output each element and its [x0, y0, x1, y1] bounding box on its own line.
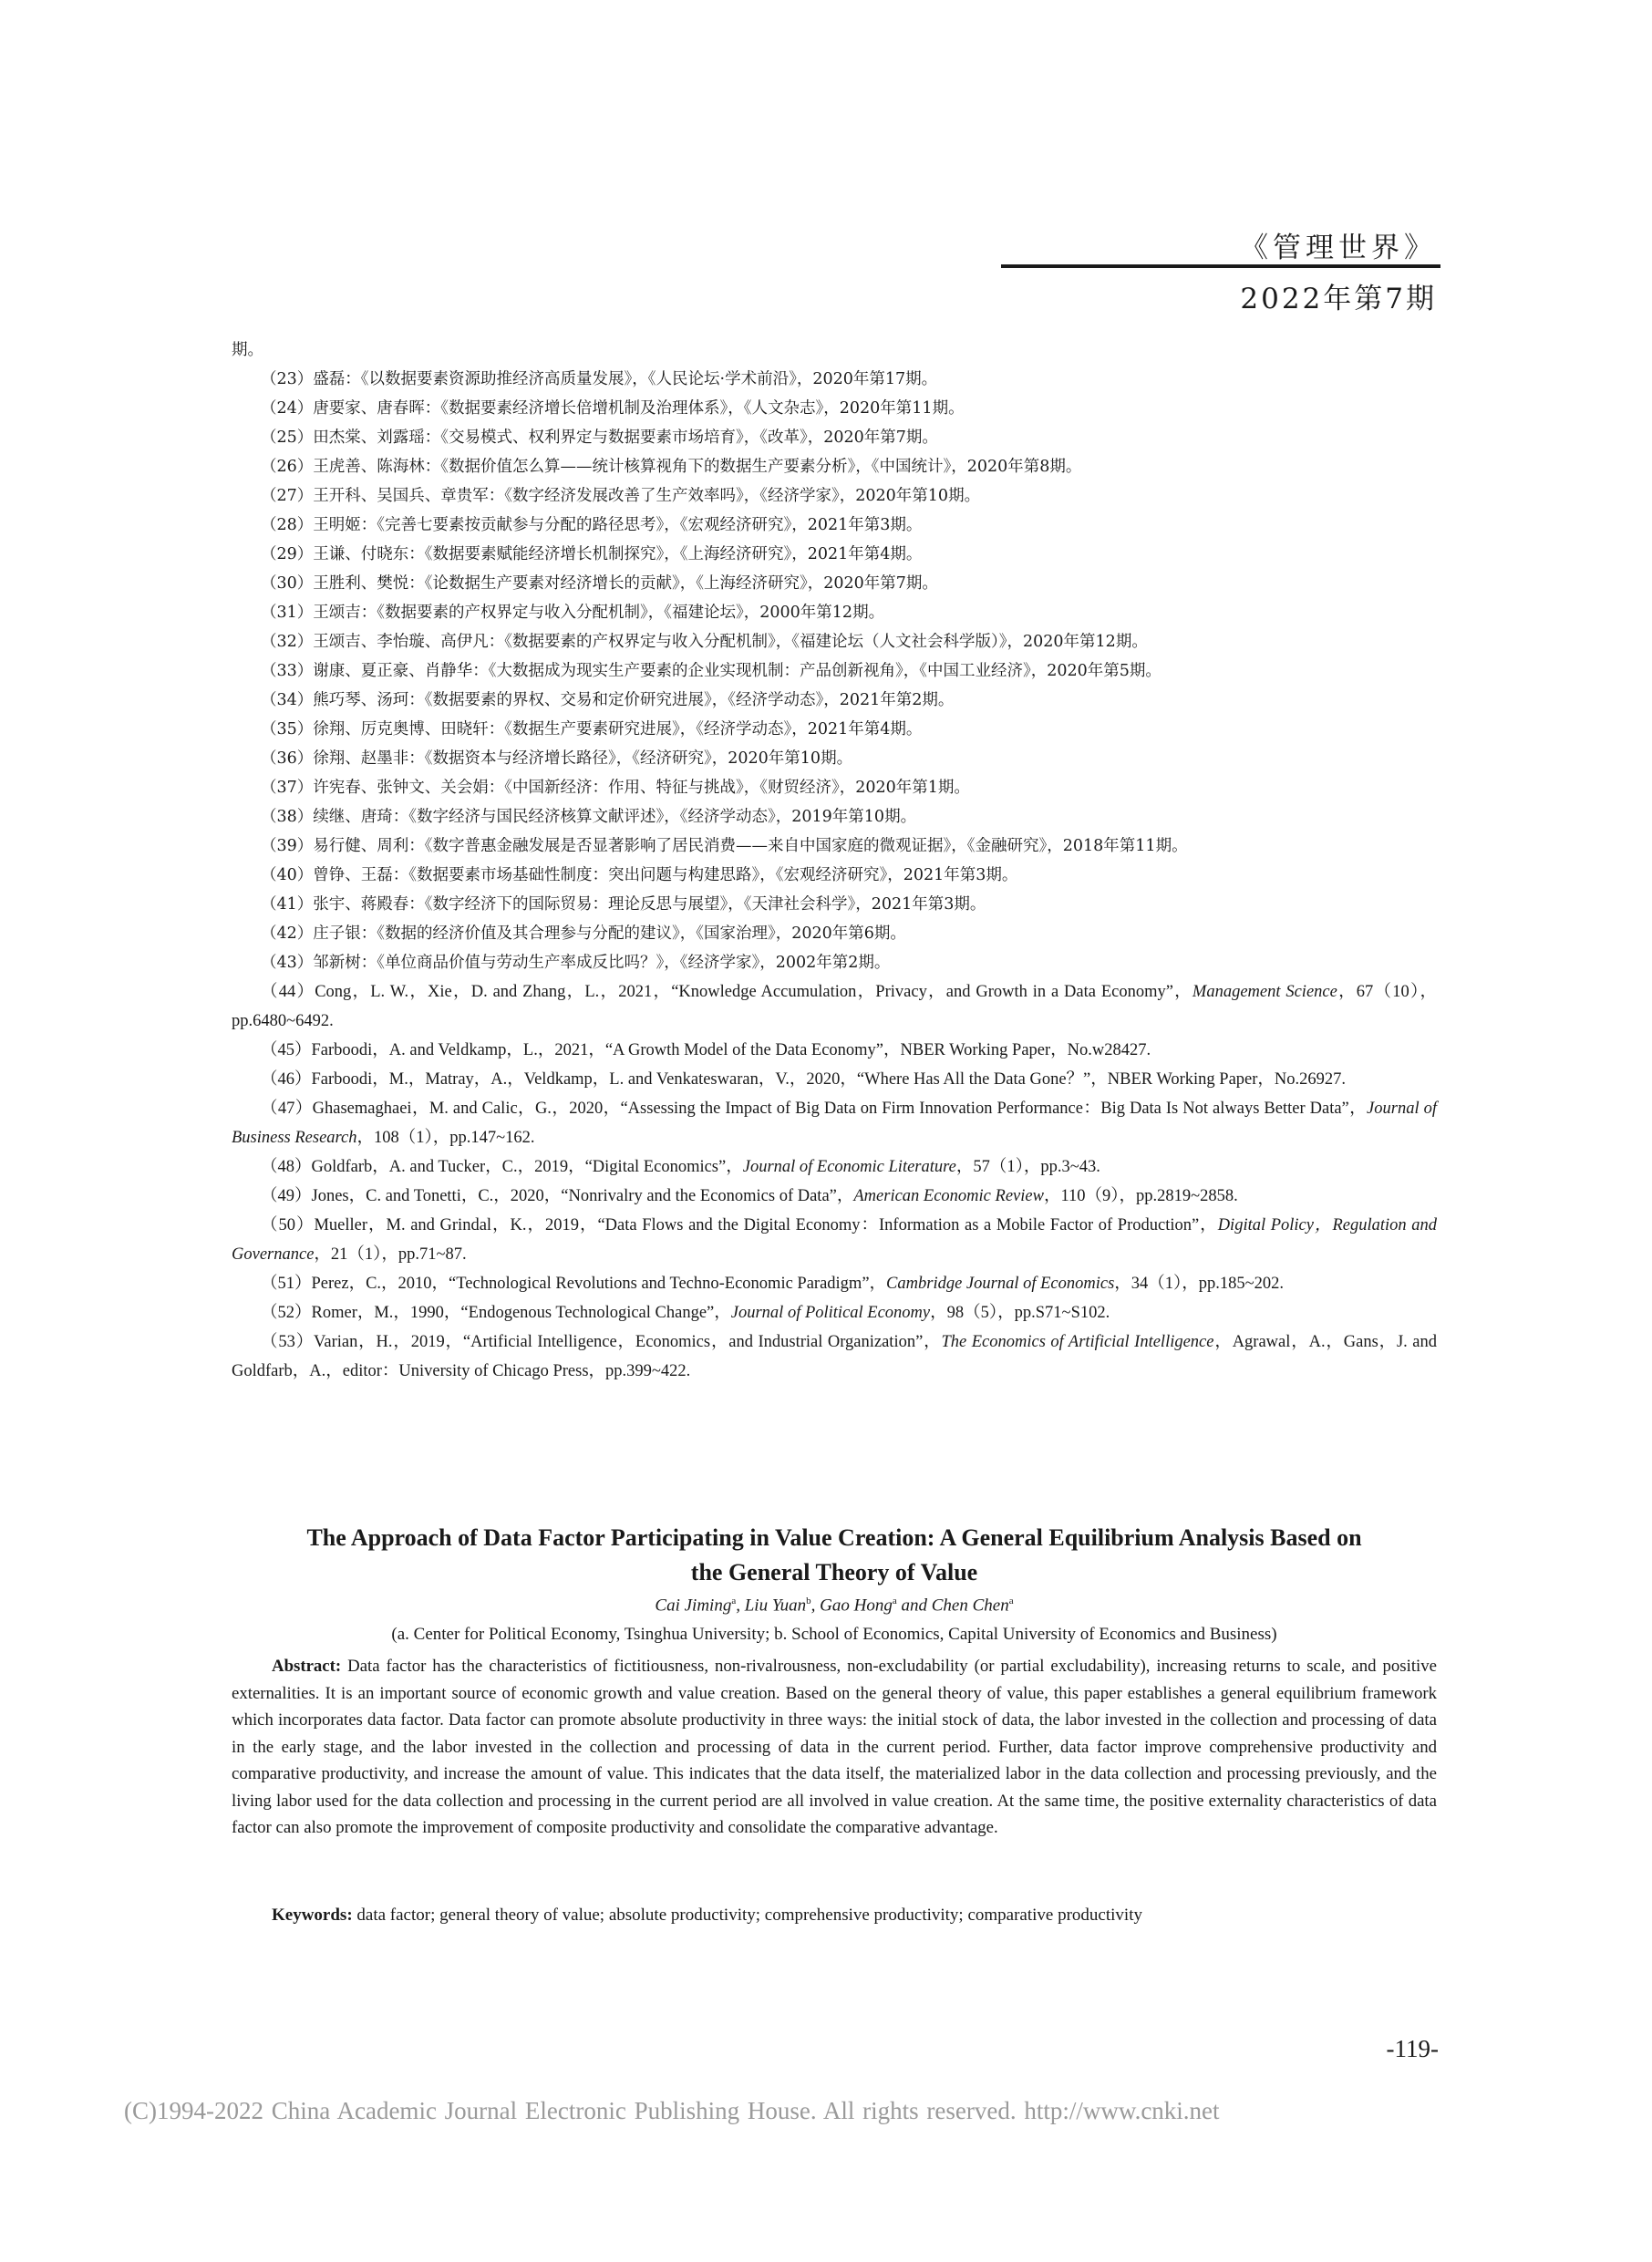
reference-item: （39）易行健、周利：《数字普惠金融发展是否显著影响了居民消费——来自中国家庭的微观证据》，《金融研究》，2018年第11期。: [261, 837, 1188, 855]
page-number: -119-: [1386, 2035, 1439, 2062]
author-name: Liu Yuan: [744, 1596, 807, 1616]
reference-text: （52）Romer，M.，1990，“Endogenous Technological Change”，: [261, 1304, 731, 1322]
reference-text: ，110（9），pp.2819~2858.: [1043, 1187, 1238, 1205]
reference-journal: Digital Policy，Regulation and Governance: [232, 1216, 1438, 1264]
reference-item: （38）续继、唐琦：《数字经济与国民经济核算文献评述》，《经济学动态》，2019年第10期。: [261, 808, 917, 826]
english-title-line-2: the General Theory of Value: [690, 1559, 978, 1585]
reference-item: （27）王开科、吴国兵、章贵军：《数字经济发展改善了生产效率吗》，《经济学家》，2020年第10期。: [261, 487, 981, 505]
abstract: [232, 1653, 1437, 1842]
reference-text: ，21（1），pp.71~87.: [314, 1245, 467, 1264]
reference-item: （34）熊巧琴、汤珂：《数据要素的界权、交易和定价研究进展》，《经济学动态》，2021年第2期。: [261, 691, 955, 709]
reference-text: ，57（1），pp.3~43.: [955, 1158, 1100, 1176]
keywords-label: Keywords:: [272, 1906, 353, 1925]
reference-journal: Journal of Economic Literature: [742, 1158, 956, 1176]
reference-journal: Management Science: [1192, 983, 1337, 1001]
reference-journal: Journal of Business Research: [232, 1100, 1437, 1147]
reference-item: （41）张宇、蒋殿春：《数字经济下的国际贸易：理论反思与展望》，《天津社会科学》，2021年第3期。: [261, 895, 986, 914]
abstract-label: Abstract:: [272, 1657, 342, 1676]
reference-item: [232, 1182, 1437, 1211]
header-rule: [1001, 264, 1440, 268]
author-affiliation-mark: a: [892, 1596, 897, 1606]
reference-item: [232, 1211, 1437, 1269]
reference-item: （24）唐要家、唐春晖：《数据要素经济增长倍增机制及治理体系》，《人文杂志》，2020年第11期。: [261, 399, 965, 418]
reference-item: （32）王颂吉、李怡璇、高伊凡：《数据要素的产权界定与收入分配机制》，《福建论坛（人文社会科学版）》，2020年第12期。: [261, 633, 1148, 651]
author-separator: ,: [736, 1596, 745, 1616]
reference-text: ，108（1），pp.147~162.: [356, 1129, 535, 1147]
keywords-text: data factor; general theory of value; absolute productivity; comprehensive productivity; comparative productivity: [356, 1906, 1142, 1925]
author-separator: and: [896, 1596, 932, 1616]
abstract-text: Data factor has the characteristics of fictitiousness, non-rivalrousness, non-excludability (or partial excludability), increasing returns to scale, and positive externalities. It is an important source of economic growth and value creation. Based on the general theory of value, this paper establishes a general equilibrium framework which incorporates data factor. Data factor can promote absolute productivity in three ways: the initial stock of data, the labor invested in the collection and processing of data in the early stage, and the labor invested in the collection and processing of data in the current period. Further, data factor improve comprehensive productivity and comparative productivity, and increase the amount of value. This indicates that the data itself, the materialized labor in the data collection and processing previously, and the living labor used for the data collection and processing in the current period are all involved in value creation. At the same time, the positive externality characteristics of data factor can also promote the improvement of composite productivity and consolidate the comparative advantage.: [232, 1657, 1437, 1837]
reference-item: [232, 1152, 1437, 1182]
english-title: [232, 1521, 1437, 1590]
reference-item: （35）徐翔、厉克奥博、田晓轩：《数据生产要素研究进展》，《经济学动态》，2021年第4期。: [261, 720, 923, 739]
reference-list: [232, 336, 1437, 1386]
reference-item: （23）盛磊：《以数据要素资源助推经济高质量发展》，《人民论坛·学术前沿》，2020年第17期。: [261, 370, 938, 388]
author-affiliation-mark: b: [806, 1596, 811, 1606]
reference-item: [232, 977, 1437, 1036]
reference-text: ，Agrawal，A.，Gans，J. and Goldfarb，A.，editor：University of Chicago Press，pp.399~422.: [232, 1333, 1437, 1380]
author-affiliation-mark: a: [731, 1596, 737, 1606]
reference-text: （44）Cong，L. W.，Xie，D. and Zhang，L.，2021，“Knowledge Accumulation，Privacy，and Growth in a Data Economy”，: [261, 983, 1193, 1001]
journal-name: 《管理世界》: [1240, 232, 1437, 264]
reference-item: （37）许宪春、张钟文、关会娟：《中国新经济：作用、特征与挑战》，《财贸经济》，2020年第1期。: [261, 779, 970, 797]
author-separator: ,: [811, 1596, 821, 1616]
reference-item: （25）田杰棠、刘露瑶：《交易模式、权利界定与数据要素市场培育》，《改革》，2020年第7期。: [261, 429, 938, 447]
copyright-watermark: (C)1994-2022 China Academic Journal Electronic Publishing House. All rights reserved. http://www.cnki.net: [124, 2097, 1220, 2124]
author-affiliation-mark: a: [1008, 1596, 1014, 1606]
reference-journal: Cambridge Journal of Economics: [886, 1275, 1115, 1293]
author-name: Chen Chen: [931, 1596, 1009, 1616]
author-name: Gao Hong: [820, 1596, 893, 1616]
issue-label: 2022年第7期: [1240, 283, 1437, 315]
reference-text: （51）Perez，C.，2010，“Technological Revolutions and Techno-Economic Paradigm”，: [261, 1275, 887, 1293]
reference-text: （47）Ghasemaghaei，M. and Calic，G.，2020，“Assessing the Impact of Big Data on Firm Innovation Performance：Big Data Is Not always Better Data”，: [261, 1100, 1368, 1118]
reference-item: （30）王胜利、樊悦：《论数据生产要素对经济增长的贡献》，《上海经济研究》，2020年第7期。: [261, 574, 938, 593]
reference-text: （53）Varian，H.，2019，“Artificial Intelligence，Economics，and Industrial Organization”，: [261, 1333, 942, 1351]
reference-item: 期。: [232, 341, 263, 359]
reference-text: （48）Goldfarb，A. and Tucker，C.，2019，“Digital Economics”，: [261, 1158, 743, 1176]
keywords: [232, 1906, 1437, 1926]
reference-journal: Journal of Political Economy: [730, 1304, 931, 1322]
reference-item: （26）王虎善、陈海林：《数据价值怎么算——统计核算视角下的数据生产要素分析》，《中国统计》，2020年第8期。: [261, 458, 1082, 476]
author-name: Cai Jiming: [655, 1596, 732, 1616]
reference-text: ，67（10），pp.6480~6492.: [232, 983, 1437, 1030]
reference-text: （46）Farboodi，M.，Matray，A.，Veldkamp，L. and Venkateswaran，V.，2020，“Where Has All the Data Gone？”，NBER Working Paper，No.26927.: [261, 1070, 1347, 1089]
reference-journal: The Economics of Artificial Intelligence: [941, 1333, 1214, 1351]
reference-item: [232, 1298, 1437, 1327]
affiliation: (a. Center for Political Economy, Tsinghua University; b. School of Economics, Capital University of Economics and Business): [391, 1625, 1277, 1644]
reference-item: [232, 1036, 1437, 1065]
reference-text: ，34（1），pp.185~202.: [1114, 1275, 1285, 1293]
reference-item: （42）庄子银：《数据的经济价值及其合理参与分配的建议》，《国家治理》，2020年第6期。: [261, 924, 906, 943]
reference-text: （45）Farboodi，A. and Veldkamp，L.，2021，“A Growth Model of the Data Economy”，NBER Working Paper，No.w28427.: [261, 1041, 1151, 1059]
reference-item: （40）曾铮、王磊：《数据要素市场基础性制度：突出问题与构建思路》，《宏观经济研究》，2021年第3期。: [261, 866, 1018, 884]
reference-item: （33）谢康、夏正豪、肖静华：《大数据成为现实生产要素的企业实现机制：产品创新视角》，《中国工业经济》，2020年第5期。: [261, 662, 1162, 680]
reference-item: （43）邹新树：《单位商品价值与劳动生产率成反比吗？》，《经济学家》，2002年第2期。: [261, 954, 891, 972]
reference-text: ，98（5），pp.S71~S102.: [930, 1304, 1110, 1322]
reference-item: （29）王谦、付晓东：《数据要素赋能经济增长机制探究》，《上海经济研究》，2021年第4期。: [261, 545, 923, 563]
reference-item: [232, 1065, 1437, 1094]
english-title-line-1: The Approach of Data Factor Participating in Value Creation: A General Equilibrium Analysis Based on: [306, 1524, 1362, 1551]
reference-item: [232, 1269, 1437, 1298]
reference-text: （50）Mueller，M. and Grindal，K.，2019，“Data Flows and the Digital Economy：Information as a Mobile Factor of Production”，: [261, 1216, 1218, 1234]
reference-item: [232, 1327, 1437, 1386]
reference-item: （36）徐翔、赵墨非：《数据资本与经济增长路径》，《经济研究》，2020年第10期。: [261, 749, 853, 768]
author-list: [232, 1596, 1437, 1616]
reference-item: （28）王明姬：《完善七要素按贡献参与分配的路径思考》，《宏观经济研究》，2021年第3期。: [261, 516, 923, 534]
reference-item: [232, 1094, 1437, 1152]
reference-journal: American Economic Review: [853, 1187, 1044, 1205]
reference-text: （49）Jones，C. and Tonetti，C.，2020，“Nonrivalry and the Economics of Data”，: [261, 1187, 854, 1205]
reference-item: （31）王颂吉：《数据要素的产权界定与收入分配机制》，《福建论坛》，2000年第12期。: [261, 604, 885, 622]
